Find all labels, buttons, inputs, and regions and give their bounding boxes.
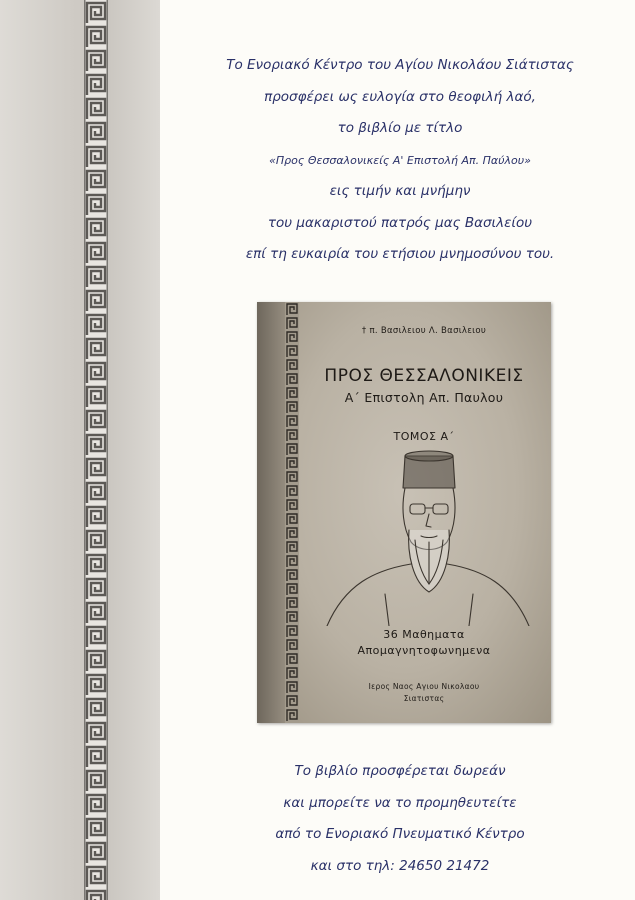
- outro-phone-line: και στο τηλ: 24650 21472: [310, 857, 490, 874]
- greek-key-border: [84, 0, 108, 900]
- intro-line: προσφέρει ως ευλογία στο θεοφιλή λαό,: [264, 88, 536, 105]
- book-title: ΠΡΟΣ ΘΕΣΣΑΛΟΝΙΚΕΙΣ: [324, 366, 524, 386]
- intro-line: εις τιμήν και μνήμην: [329, 183, 471, 199]
- outro-line: από το Ενοριακό Πνευματικό Κέντρο: [275, 826, 525, 842]
- book-author: † π. Βασιλειου Λ. Βασιλειου: [361, 326, 487, 336]
- book-subtitle: Α΄ Επιστολη Απ. Παυλου: [344, 390, 504, 405]
- intro-line: το βιβλίο με τίτλο: [337, 120, 463, 136]
- book-lessons-line2: Απομαγνητοφωνημενα: [357, 644, 491, 657]
- book-publisher-line1: Ιερος Ναος Αγιου Νικολαου: [368, 682, 480, 691]
- outro-line: και μπορείτε να το προμηθευτείτε: [283, 794, 517, 811]
- intro-line: Το Ενοριακό Κέντρο του Αγίου Νικολάου Σιάτιστας: [226, 57, 574, 73]
- outro-line: Το βιβλίο προσφέρεται δωρεάν: [294, 763, 506, 779]
- intro-line: του μακαριστού πατρός μας Βασιλείου: [267, 214, 533, 231]
- intro-text: [180, 50, 620, 271]
- priest-portrait-icon: [315, 444, 541, 626]
- book-publisher-line2: Σιατιστας: [403, 694, 445, 703]
- book-volume: ΤΟΜΟΣ Α΄: [393, 430, 455, 443]
- outro-text: [180, 756, 620, 882]
- book-cover-image: [257, 302, 551, 723]
- intro-line: επί τη ευκαιρία του ετήσιου μνημοσύνου του.: [245, 246, 555, 262]
- side-panel: [0, 0, 160, 900]
- book-lessons-line1: 36 Μαθηματα: [383, 628, 465, 641]
- intro-book-title-line: «Προς Θεσσαλονικείς Α' Επιστολή Απ. Παύλου»: [269, 153, 531, 167]
